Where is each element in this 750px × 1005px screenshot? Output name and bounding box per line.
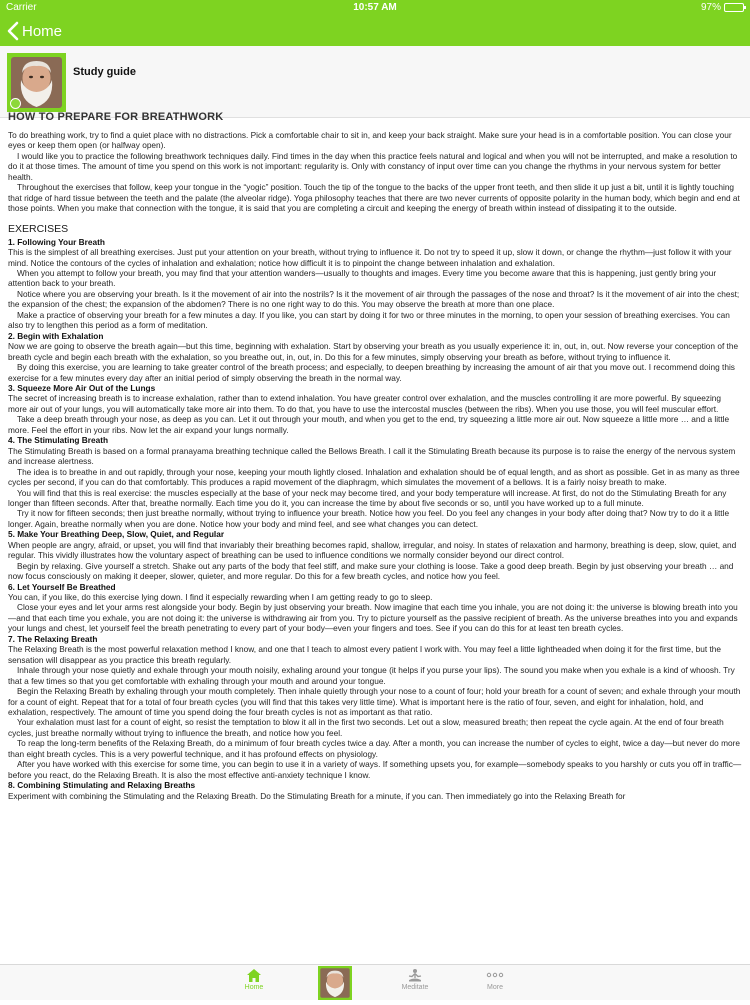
clock: 10:57 AM xyxy=(353,2,397,13)
home-icon xyxy=(247,969,261,982)
exercise-paragraph: Inhale through your nose quietly and exhale through your mouth noisily, exhaling around your tongue (it helps if you purse your lips). The sound you make when you exhale is a kind of whoosh. Try that a few times so that you get comfortable with exhaling through your mouth and around your tongue. xyxy=(8,665,735,686)
exercise-title: 2. Begin with Exhalation xyxy=(8,330,104,341)
exercise-title: 6. Let Yourself Be Breathed xyxy=(8,581,116,592)
tab-bar xyxy=(0,964,750,1000)
exercises-heading: EXERCISES xyxy=(8,222,69,235)
battery-icon xyxy=(724,3,744,12)
tab-label: Home xyxy=(244,984,264,991)
intro-paragraph: Throughout the exercises that follow, keep your tongue in the “yogic” position. Touch the tip of the tongue to the backs of the upper front teeth, and then slide it up just a bit, until it is lightly touching that ridge of hard tissue between the teeth and the palate (the alveolar ridge). Yoga philosophy teaches that there are two never currents of opposite polarity in the human body, which begin and end at those points. When you make that connection with the tongue, it is said that you are completing a circuit and keeping the energy of breath within instead of dissipating it to the outside. xyxy=(8,182,740,214)
exercise-paragraph: You can, if you like, do this exercise lying down. I find it especially rewarding when I am getting ready to go to sleep. xyxy=(8,592,433,603)
guide-text xyxy=(8,130,742,801)
exercise-paragraph: Begin the Relaxing Breath by exhaling through your mouth completely. Then inhale quietly through your nose to a count of four; hold your breath for a count of seven; and exhale through your mouth for a count of eight. Repeat that for a total of four breath cycles (you will find that this takes very little time). What is important here is the ratio of four, seven, and eight for inhalation, hold, and exhalation, respectively. The amount of time you spend doing the four breath cycles is not as important as that ratio. xyxy=(8,686,741,718)
exercise-paragraph: The secret of increasing breath is to increase exhalation, rather than to extend inhalation. You have greater control over exhalation, and the muscles controlling it are more powerful. By squeezing more air out of your lungs, you will automatically take more air into them. To do that, you have to use the intercostal muscles (between the ribs). When you use those, you will feel muscular effort. xyxy=(8,393,722,414)
exercise-title: 1. Following Your Breath xyxy=(8,236,105,247)
exercise-paragraph: The Relaxing Breath is the most powerful relaxation method I know, and one that I teach to almost every patient I work with. You may feel a little lightheaded when doing it for the first time, but the sensation will disappear as you practice this breath regularly. xyxy=(8,644,722,665)
back-button[interactable] xyxy=(6,19,62,43)
lotus-badge-icon xyxy=(10,98,21,109)
more-dots-icon xyxy=(486,969,504,982)
exercise-paragraph: To reap the long-term benefits of the Relaxing Breath, do a minimum of four breath cycles twice a day. After a month, you can increase the number of cycles to eight, twice a day—but never do more than eight breath cycles. This is a very powerful technique, and it has profound effects on physiology. xyxy=(8,738,740,759)
author-avatar-tab-icon xyxy=(318,966,352,1000)
exercise-paragraph: Take a deep breath through your nose, as deep as you can. Let it out through your mouth, and when you get to the end, try squeezing a little more air out. Now squeeze a little more … and a little more. Feel the effort in your ribs. Now let the air expand your lungs normally. xyxy=(8,414,730,435)
guide-header xyxy=(0,46,750,118)
tab-author[interactable] xyxy=(316,965,354,1001)
exercise-list xyxy=(8,237,742,801)
exercise-paragraph: By doing this exercise, you are learning to take greater control of the breath process; and especially, to deepen breathing by increasing the amount of air that you move out. I recommend doing this exercise for a few minutes every day after an initial period of simply observing the breath in the normal way. xyxy=(8,362,735,383)
exercise-paragraph: The Stimulating Breath is based on a formal pranayama breathing technique called the Bellows Breath. I call it the Stimulating Breath because its purpose is to raise the energy of the nervous system and increase alertness. xyxy=(8,445,736,467)
chevron-left-icon xyxy=(6,21,20,41)
exercise-paragraph: After you have worked with this exercise for some time, you can begin to use it in a variety of ways. If something upsets you, for example—somebody speaks to you harshly or cuts you off in traffic—before you react, do the Relaxing Breath. It is also the most effective anti-anxiety technique I know. xyxy=(8,759,742,780)
intro-paragraph: I would like you to practice the following breathwork techniques daily. Find times in the day when this practice feels natural and logical and when you will not be interrupted, and make a resolution to do it at those times. The amount of time you spend on this work is not important: regularity is. Only with constancy of input over time can you change the rhythms in your nervous system for better health. xyxy=(8,150,738,182)
exercise-title: 5. Make Your Breathing Deep, Slow, Quiet, and Regular xyxy=(8,529,225,540)
exercise-paragraph: The idea is to breathe in and out rapidly, through your nose, keeping your mouth lightly closed. Inhalation and exhalation should be of equal length, and as short as possible. Get in as many as three cycles per second, if you can do that comfortably. This produces a rapid movement of the diaphragm, which simulates the movement of a bellows. It is a fairly noisy breath to make. xyxy=(8,466,740,488)
author-avatar[interactable] xyxy=(7,53,66,112)
intro-paragraph: To do breathing work, try to find a quiet place with no distractions. Pick a comfortable chair to sit in, and keep your back straight. Make sure your head is in a comfortable position. You can close your eyes or keep them open (or halfway open). xyxy=(8,130,732,151)
tab-more[interactable] xyxy=(435,965,555,1001)
exercise-paragraph: Begin by relaxing. Give yourself a stretch. Shake out any parts of the body that feel stiff, and make sure your clothing is loose. Take a good deep breath. Begin by just observing your breath … and now focus consciously on making it deeper, slower, quieter, and more regular. Do this for a few breath cycles, and notice how you feel. xyxy=(8,560,734,582)
back-label: Home xyxy=(22,22,63,40)
exercise-paragraph: When people are angry, afraid, or upset, you will find that invariably their breathing becomes rapid, shallow, irregular, and noisy. In states of relaxation and harmony, breathing is deep, slow, quiet, and regular. This vividly illustrates how the voluntary aspect of breathing can be used to influence conditions we normally consider beyond our direct control. xyxy=(8,539,737,561)
exercise-paragraph: Your exhalation must last for a count of eight, so resist the temptation to blow it all in the first two seconds. Let out a slow, measured breath; then repeat the cycle again. At the end of four breath cycles, just breathe normally without trying to influence the breath, and notice how you feel. xyxy=(8,717,724,738)
section-heading-partial: HOW TO PREPARE FOR BREATHWORK xyxy=(8,111,224,123)
status-bar xyxy=(0,0,750,16)
study-guide-content[interactable] xyxy=(0,111,750,964)
carrier-label: Carrier xyxy=(6,2,37,13)
battery-indicator xyxy=(701,2,744,13)
exercise-paragraph: Notice where you are observing your breath. Is it the movement of air into the nostrils? Is it the movement of air through the passages of the nose and throat? Is it the movement of air into the chest; the expansion of the chest; the expansion of the abdomen? There is no one right way to do this. You may observe the breath at more than one place. xyxy=(8,288,740,310)
tab-label: More xyxy=(487,984,503,991)
exercise-paragraph: Close your eyes and let your arms rest alongside your body. Begin by just observing your breath. Now imagine that each time you inhale, you are not doing it: the universe is blowing breath into you—and that each time you exhale, you are not doing it: the universe is withdrawing air from you. Try to picture yourself as the passive recipient of breath. As the universe breathes into you and expands your lungs and chest, let yourself feel the breath penetrating to every part of your body—even your fingers and toes. See if you can do this for at least ten breath cycles. xyxy=(8,602,738,634)
exercise-title: 3. Squeeze More Air Out of the Lungs xyxy=(8,382,156,393)
exercise-paragraph: When you attempt to follow your breath, you may find that your attention wanders—usually to thoughts and images. Every time you become aware that this is happening, just gently bring your attention back to your breath. xyxy=(8,267,717,289)
meditate-icon xyxy=(407,969,423,982)
tab-home[interactable] xyxy=(194,965,314,1001)
battery-percent: 97% xyxy=(700,2,721,13)
exercise-paragraph: Experiment with combining the Stimulating and the Relaxing Breath. Do the Stimulating Breath for a minute, if you can. Then immediately go into the Relaxing Breath for xyxy=(8,790,626,801)
exercise-paragraph: You will find that this is real exercise: the muscles especially at the base of your neck may become tired, and your body temperature will increase. At first, do not do the Stimulating Breath for any longer than fifteen seconds. After that, breathe normally. Each time you do it, you can increase the time by about five seconds or so, until you have worked up to a full minute. xyxy=(8,487,727,508)
exercise-title: 8. Combining Stimulating and Relaxing Breaths xyxy=(8,780,196,791)
page-title: Study guide xyxy=(73,66,136,78)
exercise-paragraph: Try it now for fifteen seconds; then just breathe normally, without trying to influence your breath. Notice how you feel. Do you feel any changes in your body after doing that? Now try to do it a little longer. Again, breathe normally when you are done. Notice how your body and mind feel, and see what changes you can detect. xyxy=(8,508,730,529)
exercise-title: 4. The Stimulating Breath xyxy=(8,435,109,446)
tab-label: Meditate xyxy=(401,984,429,991)
navigation-bar xyxy=(0,16,750,46)
exercise-paragraph: Make a practice of observing your breath for a few minutes a day. If you like, you can start by doing it for two or three minutes in the morning, to open your session of breathing exercises. You can also try to lengthen this period as a form of meditation. xyxy=(8,309,730,331)
exercise-paragraph: This is the simplest of all breathing exercises. Just put your attention on your breath, without trying to influence it. Do not try to speed it up, slow it down, or change the rhythm—just follow it with your mind. Notice the contours of the cycles of inhalation and exhalation; notice how difficult it is to pinpoint the change between inhalation and exhalation. xyxy=(8,247,732,268)
exercise-title: 7. The Relaxing Breath xyxy=(8,633,98,644)
exercise-paragraph: Now we are going to observe the breath again—but this time, beginning with exhalation. Start by observing your breath as you usually experience it: in, out, in, out. Now reverse your conception of the breath cycle and begin each breath with the exhalation, so you breathe out, in, out, in. Do this for a few minutes, simply observing your breath as before, without trying to influence it. xyxy=(8,341,739,362)
